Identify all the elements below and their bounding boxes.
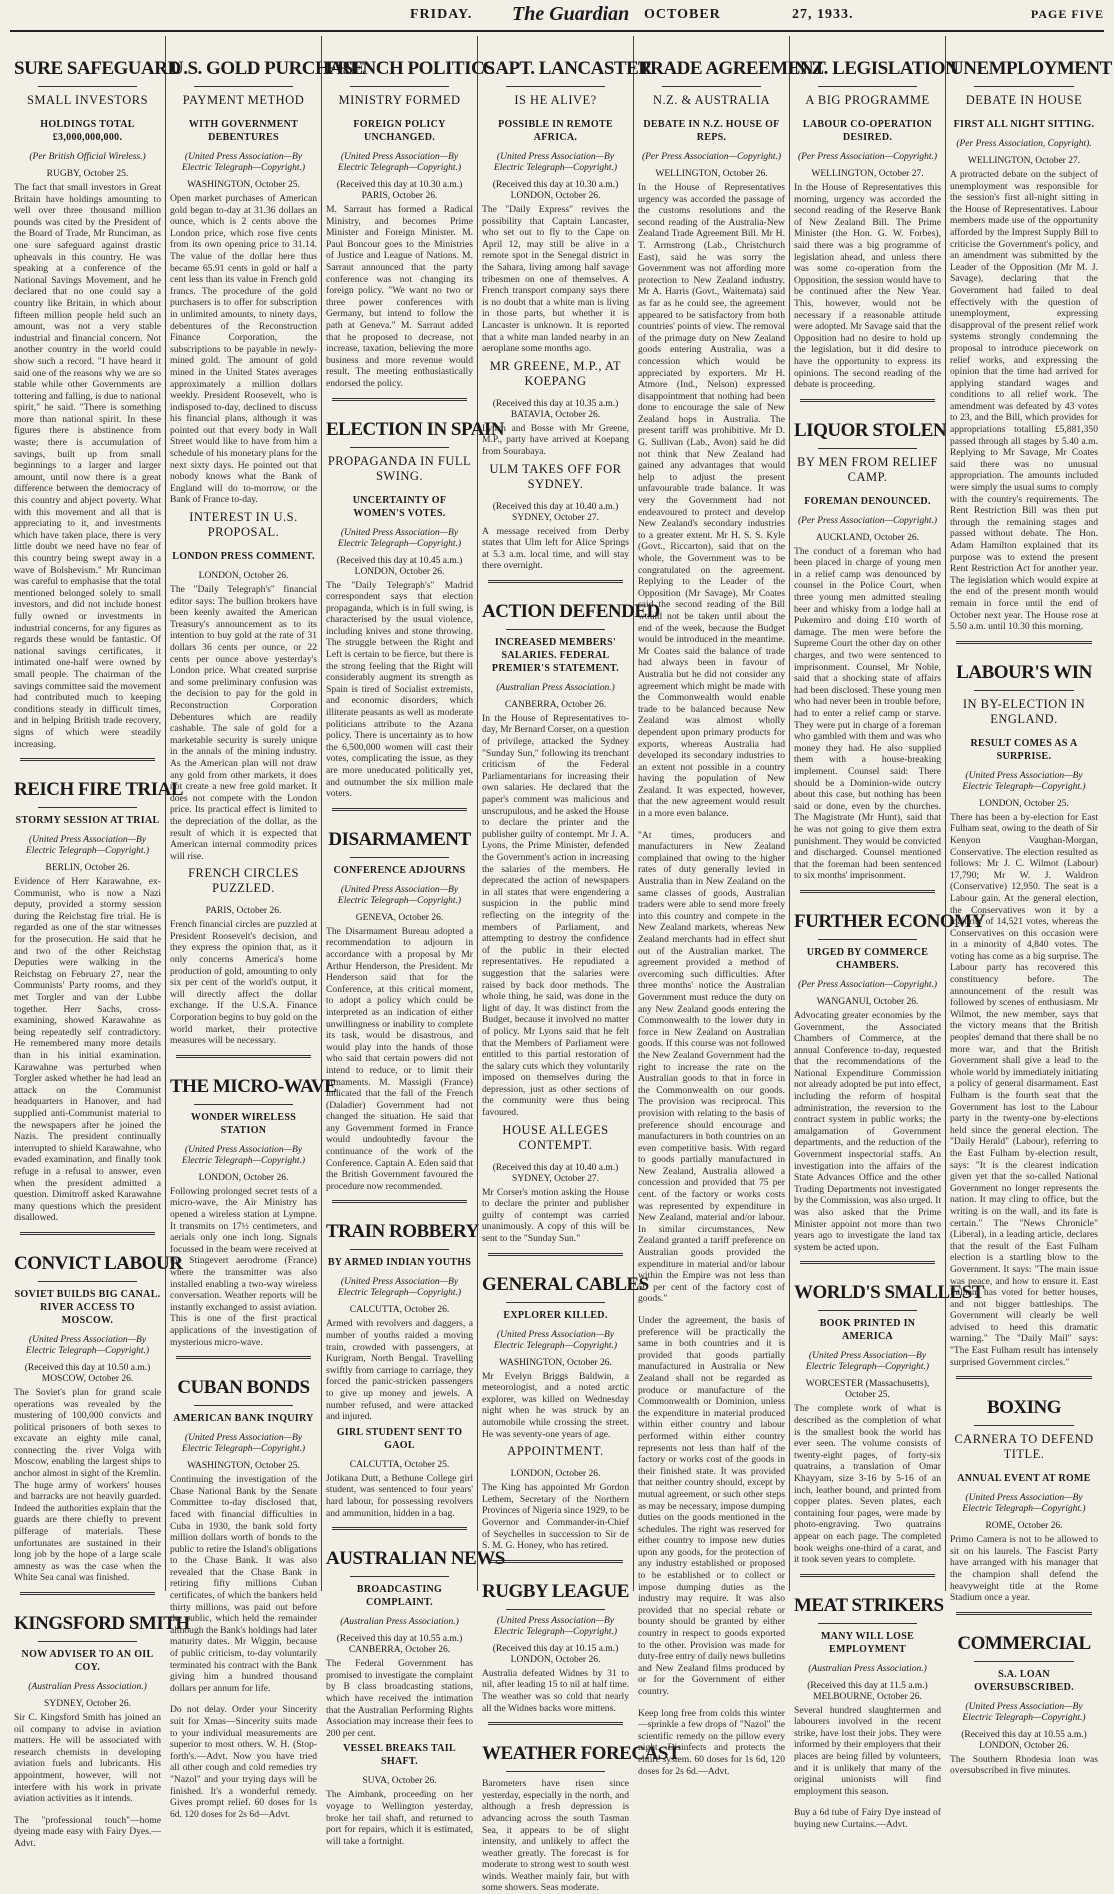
story-headline: TRADE AGREEMENT <box>638 58 826 79</box>
story-credit: (United Press Association—By Electric Telegraph—Copyright.) <box>25 835 150 857</box>
story-headline: LABOUR'S WIN <box>956 661 1092 683</box>
story-body: Under the agreement, the basis of preference will be practically the same in both countries and it is provided that goods partially manufactured in Australia or New Zealand shall not be regarded as produce or manufacture of the Commonwealth or Dominion, unless the expenditure in material produced within either country and labour performed within either country represents not less than half of the factory or works cost of the goods in their finished state. It was provided that neither country should, except by mutual agreement, or such other steps as may be necessary, impose dumping duties on the goods mentioned in the schedules. The right was reserved for either country to impose new duties upon any goods, for the protection of any industry established or proposed to be established or to collect or impose dumping duties as the industry may require. It was also provided that no special rebate or bounty should be granted by either country in respect to goods exported to the other. Provision was made for duty-free entry of daily news bulletins and New Zealand films produced by or for the Government of either country. <box>638 1315 785 1697</box>
story-credit: (Australian Press Association.) <box>496 682 615 693</box>
story-deck: FOREIGN POLICY UNCHANGED. <box>353 119 446 143</box>
story-deck: S.A. LOAN OVERSUBSCRIBED. <box>974 1668 1074 1693</box>
story-body: French financial circles are puzzled at President Roosevelt's decision, and they express the opinion that, as it only concerns America's home production of gold, amounting to only six per cent of the world's output, it will directly affect the dollar exchange. If the U.S.A. Finance Corporation begins to buy gold on the world market, their protective measures will be necessary. <box>170 919 317 1047</box>
story-dateline: (Received this day at 11.5 a.m.) MELBOURNE, October 26. <box>807 1680 928 1702</box>
news-story <box>794 890 985 1253</box>
news-column-7 <box>946 36 1112 1777</box>
story-body: Several hundred slaughtermen and labourers involved in the recent strike, have lost their jobs. They were informed by their employers that their places are being filled by volunteers, and it is unlikely that many of the original unionists will find employment this season. <box>794 1704 941 1797</box>
story-credit: (United Press Association—By Electric Telegraph—Copyright.) <box>181 1433 306 1455</box>
story-subheadline: A BIG PROGRAMME <box>805 93 930 107</box>
story-credit: (Per Press Association—Copyright.) <box>797 515 938 526</box>
story-subheadline: N.Z. & AUSTRALIA <box>652 93 771 107</box>
story-body: The "professional touch"—home dyeing made easy with Fairy Dyes.—Advt. <box>14 1814 161 1849</box>
story-subheadline: MR GREENE, M.P., AT KOEPANG <box>489 358 622 388</box>
story-body: The Soviet's plan for grand scale operations was revealed by the mustering of 100,000 convicts and political prisoners of both sexes to excavate an eighty mile canal, connecting the river Volga with Moscow, enabling the largest ships to anchor almost in sight of the Kremlin. The huge army of workers' houses and barracks are not heavily guarded. Indeed the authorities explain that the guards are there chiefly to prevent pilferage of materials. These unfortunates are sustained in their long job by the hope of a large scale amnesty as was the case when the White Sea canal was finished. <box>14 1386 161 1584</box>
story-dateline: (Received this day at 10.55 a.m.) LONDON, October 26. <box>961 1729 1087 1751</box>
story-dateline: CALCUTTA, October 25. <box>349 1459 450 1470</box>
headline-rule <box>974 690 1074 691</box>
news-story <box>14 1815 161 1850</box>
story-body: The Disarmament Bureau adopted a recommendation to adjourn in accordance with a proposal by Mr Arthur Henderson, the President. Mr Henderson said that for the Conference, at this critical moment, to adopt a policy which could be interpreted as an indication of either unwillingness or inability to complete its task, would be disastrous, and would play into the hands of those who said that certain powers did not intend to reduce, or to limit their armaments. M. Massigli (France) indicated that the fall of the French (Daladier) Government had not changed the situation. He said that any Government formed in France would undoubtedly favour the continuance of the work of the Conference. Captain A. Eden said that the British Government favoured the procedure now recommended. <box>326 925 473 1192</box>
story-dateline: LONDON, October 26. <box>198 571 289 582</box>
story-divider <box>800 1574 935 1577</box>
story-subheadline: APPOINTMENT. <box>507 1444 604 1459</box>
story-subheadline: HOUSE ALLEGES CONTEMPT. <box>502 1122 609 1152</box>
story-dateline: WASHINGTON, October 25. <box>187 1461 300 1472</box>
story-headline: CUBAN BONDS <box>177 1377 310 1399</box>
story-headline: UNEMPLOYMENT <box>950 58 1112 79</box>
story-divider <box>956 1376 1092 1379</box>
story-deck: URGED BY COMMERCE CHAMBERS. <box>806 946 929 971</box>
news-story <box>794 1261 984 1566</box>
headline-rule <box>506 1302 605 1303</box>
news-story <box>14 1232 183 1584</box>
story-deck: CONFERENCE ADJOURNS <box>333 864 466 876</box>
news-story <box>170 58 365 506</box>
headline-rule <box>974 1661 1074 1662</box>
story-headline: KINGSFORD SMITH <box>14 1613 190 1634</box>
news-column-2 <box>166 36 365 1820</box>
story-headline: FRENCH POLITICS <box>326 58 495 79</box>
news-story <box>170 1055 337 1348</box>
story-divider <box>488 1253 623 1256</box>
news-story <box>14 1592 190 1805</box>
story-dateline: AUCKLAND, October 26. <box>816 532 919 543</box>
story-divider <box>800 1261 935 1264</box>
news-column-1 <box>10 36 190 1849</box>
story-body: The "Daily Telegraph's" Madrid correspondent says that election propaganda, which is in full swing, is characterised by the usual violence, including knives and stone throwing. The struggle between the Right and Left is certain to be fierce, but there is the strong feeling that the Right will considerably augment its strength as Spain is tired of Socialist extremists, and economic disorders, which illiterate peasants as well as moderate politicians attribute to the Azana policy. There is uncertainty as to how the 6,500,000 women will cast their votes, complicating the issue, as they are more uneducated politically yet, and outnumber the six million male voters. <box>326 579 473 800</box>
story-credit: (Per British Official Wireless.) <box>29 152 146 162</box>
story-divider <box>176 1055 311 1058</box>
story-deck: BROADCASTING COMPLAINT. <box>356 1584 443 1609</box>
news-story <box>638 1315 785 1698</box>
news-story <box>170 866 317 1047</box>
story-credit: (United Press Association—By Electric Telegraph—Copyright.) <box>337 152 462 173</box>
news-story <box>482 359 629 458</box>
story-headline: RUGBY LEAGUE <box>482 1580 629 1602</box>
news-story <box>14 758 184 1224</box>
story-dateline: WASHINGTON, October 25. <box>187 180 300 190</box>
story-headline: GENERAL CABLES <box>482 1273 649 1295</box>
story-credit: (United Press Association—By Electric Telegraph—Copyright.) <box>181 1144 306 1166</box>
story-divider <box>332 808 467 811</box>
story-credit: (United Press Association—By Electric Telegraph—Copyright.) <box>962 1701 1086 1723</box>
news-story <box>950 641 1098 1369</box>
story-credit: (United Press Association—By Electric Telegraph—Copyright.) <box>493 152 618 173</box>
story-body: Continuing the investigation of the Chase National Bank by the Senate Committee to-day disclosed that, faced with financial difficulties in Cuba in 1930, the bank sold forty million dollars worth of bonds to the public to retire the Island's obligations to the Chase Bank. It was also revealed that the Chase Bank in retiring fifty millions Cuban certificates, of which the bankers held thirty millions, was paid out before the public, which held the remainder although the Bank's holdings had later maturity dates. Mr Wiggin, because of public criticism, to-day voluntarily terminated his contract with the Bank giving him a hundred thousand dollars per annum for life. <box>170 1474 317 1694</box>
story-body: Jotikana Dutt, a Bethune College girl student, was sentenced to four years' hard labour, for possessing revolvers and ammunition, hidden in a bag. <box>326 1472 473 1519</box>
story-body: The "Daily Telegraph's" financial editor says: The bullion brokers have been keenly awaited the American Treasury's announcement as to its intention to buy gold at the rate of 31 dollars 36 cents per ounce, or 22 cents per ounce above yesterday's London price. What created surprise and some preliminary confusion was the decision to pay for the gold in Reconstruction Corporation Debentures which are readily cashable. The sale of gold for a marketable security is surely unique in the annals of the mining industry. As the American plan will not draw any gold from other markets, it does not create a new free gold market. It does not compete with the London price. Its practical effect is limited to the depreciation of the dollar, as the result of which it is expected that American internal commodity prices will rise. <box>170 584 317 862</box>
story-credit: (Australian Press Association.) <box>340 1617 459 1628</box>
story-credit: (United Press Association—By Electric Telegraph—Copyright.) <box>493 1615 618 1637</box>
headline-rule <box>506 1771 605 1772</box>
story-headline: ELECTION IN SPAIN <box>326 418 505 440</box>
news-story <box>482 1722 681 1894</box>
masthead-month: OCTOBER <box>644 7 721 22</box>
story-headline: REICH FIRE TRIAL <box>14 779 184 801</box>
story-subheadline: DEBATE IN HOUSE <box>965 93 1083 107</box>
headline-rule <box>506 86 605 87</box>
story-divider <box>20 1232 155 1235</box>
story-body: The complete work of what is described as the completion of what is the smallest book the world has ever seen. The volume consists of twenty-eight pages, of forty-six quatrains, a translation of Omar Khayyam, size 3-16 by 5-16 of an inch, leather bound, and printed from copper plates. Seven plates, each containing four pages, were made by photo-engraving. Two quatrains appear on each page. The completed book weighs one-third of a carat, and it took seven years to complete. <box>794 1403 941 1566</box>
story-deck: BOOK PRINTED IN AMERICA <box>819 1318 916 1343</box>
story-deck: AMERICAN BANK INQUIRY <box>173 1413 314 1425</box>
story-body: Open market purchases of American gold began to-day at 31.36 dollars an ounce, which is 2 cents above the London price, which rose five cents from its own opening price to 31.14. The value of the dollar here thus became 65.91 cents in gold or half a cent less than its value in French gold francs. The procedure of the gold purchasers is to offer for subscription in unlimited amounts, to ninety days, debentures of the Reconstruction Finance Corporation, the subscriptions to be payable in newly-mined gold. The amount of gold mined in the United States averages approximately a million dollars weekly. President Roosevelt, who is indisposed to-day, declined to discuss his financial plans, although it was pointed out that every body in Wall Street would like to have from him a schedule of his monetary plans for the next sixty days. He pointed out that nobody knows what the Bank of England will do to-morrow, or the Bank of France to-day. <box>170 193 317 506</box>
headline-rule <box>662 86 761 87</box>
story-body: Advocating greater economies by the Government, the Associated Chambers of Commerce, at the annual Conference to-day, requested that the recommendations of the National Expenditure Commission not already adopted be put into effect, including the reform of hospital administration, the reversion to the contract system in public works; the amalgamation of Government departments, and the reduction of the Government inspectorial staffs. An investigation into the affairs of the State Advances Office and the other Trading Departments not investigated by the Commission, was also urged. It was also asked that the Prime Minister appoint not more than two years ago to investigate the land tax system be acted upon. <box>794 1009 941 1253</box>
story-deck: POSSIBLE IN REMOTE AFRICA. <box>498 119 613 143</box>
headline-rule <box>38 86 137 87</box>
story-body: There has been a by-election for East Fulham seat, owing to the death of Sir Kenyon Vaughan-Morgan, Conservative. The election resulted as follows: Mr J. C. Wilmot (Labour) 17,790; Mr W. J. Waldron (Conservative) 12,950. The seat is a Labour gain. At the general election, the Conservatives won it by a majority of 14,521 votes, whereas the Conservatives on this occasion were in a minority of 4,840 votes. The voting has come as a big surprise. The Labour party has recovered this constituency before. The announcement of the result was followed by scenes of enthusiasm. Mr Wilmot, the new member, says that the victory means that the British peoples' demand that there shall be no more war, and that the British Government shall give a lead to the whole world by immediately initiating a policy of general disarmament. East Fulham is the fourth seat that the Government has lost to the Labour party in the twenty-one by-elections held since the general election. The "Daily Herald" (Labour), referring to the East Fulham by-election result, says: "It is the clearest indication given yet that the so-called National Government no longer represents the nation. It may cling to office, but the writing is on the wall, and its fate is certain." The "News Chronicle" (Liberal), in a leading article, declares that the result of the East Fulham election is a startling blow to the Government. It says: "The main issue was peace, and how to ensure it. East Fulham has voted for better houses, and not bigger battleships. The Government will clearly be well advised to heed this dramatic warning." The "Daily Mail" says: "The East Fulham result has intensely surprised Government circles." <box>950 811 1098 1368</box>
headline-rule <box>350 1249 449 1250</box>
headline-rule <box>506 1609 605 1610</box>
story-body: Sir C. Kingsford Smith has joined an oil company to advise in aviation matters. He will be associated with research chemists in developing aviation fuels and lubricants. His appointment, however, will not interfere with his work in private aviation activities as it intends. <box>14 1712 161 1805</box>
headline-rule <box>818 448 917 449</box>
story-body: The Southern Rhodesia loan was oversubscribed in five minutes. <box>950 1753 1098 1777</box>
story-credit: (United Press Association—By Electric Telegraph—Copyright.) <box>962 770 1086 792</box>
news-story <box>482 1253 649 1441</box>
story-subheadline: FRENCH CIRCLES PUZZLED. <box>188 866 299 896</box>
story-credit: (United Press Association—By Electric Telegraph—Copyright.) <box>805 1351 930 1373</box>
story-dateline: SYDNEY, October 26. <box>44 1699 131 1709</box>
story-headline: U.S. GOLD PURCHASE <box>170 58 365 79</box>
masthead-date: 27, 1933. <box>792 7 854 22</box>
story-dateline: WELLINGTON, October 27. <box>967 156 1081 166</box>
story-body: Barometers have risen since yesterday, especially in the north, and although a fresh depression is advancing across the south Tasman Sea, it appears to be of slight intensity, and unlikely to affect the weather greatly. The forecast is for moderate to strong west to south west winds. Weather mainly fair, but with some showers. Seas moderate. <box>482 1778 629 1894</box>
story-divider <box>956 1612 1092 1615</box>
story-credit: (Per Press Association—Copyright.) <box>641 152 782 162</box>
story-divider <box>20 1592 155 1595</box>
story-body: The fact that small investors in Great Britain have holdings amounting to well over three thousand million pounds was cited by the President of the Board of Trade, Mr Runciman, as one sure safeguard against drastic upheavals in this country. He was speaking at a conference of the National Savings Movement, and he declared that no one could say a country like Britain, in which about fifteen million people held such an amount, was not a very stable industrial and financial concern. Not another country in the world could show such a record. "I have heard it said one of the reasons why we are so stable while other Governments are tottering and falling, is due to national spirit," he said. "There is something more than national spirit. In these figures there is abstinence from waste; there is accumulation of savings, built up from small beginnings to a larger and larger amount, until now there is a great difference between the democracy of this country and abject poverty. What with this movement and all that is appreciating to it, and investments which have taken place, there is very little doubt we need have no fear of this country being swept away in a wave of Bolshevism." Mr Runciman was careful to emphasise that the total mentioned belonged solely to small investors, and did not include honest fully owned or investments in industrial concerns, for any figures as regards these would be fantastic. Of national savings certificates, it intimated one-half were owned by small people. The chairman of the savings committee said the movement had contributed much to keeping conditions steady in difficult times, and in helping British trade recovery, signs of which were steadily increasing. <box>14 182 161 750</box>
news-story <box>638 1708 785 1778</box>
story-headline: BOXING <box>986 1397 1062 1419</box>
story-credit: (Per Press Association—Copyright.) <box>797 152 938 162</box>
story-dateline: BERLIN, October 26. <box>45 863 130 874</box>
story-headline: COMMERCIAL <box>957 1632 1091 1654</box>
story-credit: (Australian Press Association.) <box>808 1663 927 1674</box>
headline-rule <box>194 1104 293 1105</box>
story-deck: EXPLORER KILLED. <box>503 1309 608 1321</box>
headline-rule <box>350 1576 449 1577</box>
story-headline: WORLD'S SMALLEST <box>794 1282 984 1304</box>
story-credit: (United Press Association—By Electric Telegraph—Copyright.) <box>493 1329 618 1351</box>
news-story <box>794 399 947 882</box>
story-body: Armed with revolvers and daggers, a number of youths raided a moving train, crowded with passengers, at Kurigram, North Bengal. Travelling swiftly from carriage to carriage, they forced the panic-stricken passengers to give up money and jewels. A number refused, and were attacked and injured. <box>326 1318 473 1423</box>
story-deck: WONDER WIRELESS STATION <box>190 1111 297 1136</box>
story-deck: FOREMAN DENOUNCED. <box>804 495 931 507</box>
masthead-day: FRIDAY. <box>410 7 473 22</box>
story-credit: (United Press Association—By Electric Telegraph—Copyright.) <box>337 884 462 906</box>
headline-rule <box>818 1623 917 1624</box>
story-deck: DEBATE IN N.Z. HOUSE OF REPS. <box>643 119 780 143</box>
news-story <box>170 1356 317 1694</box>
headline-rule <box>194 1405 293 1406</box>
story-dateline: (Received this day at 10.50 a.m.) MOSCOW, October 26. <box>24 1362 151 1384</box>
news-story <box>170 510 317 862</box>
news-story <box>482 1123 629 1245</box>
story-deck: NOW ADVISER TO AN OIL COY. <box>21 1649 154 1673</box>
story-credit: (United Press Association—By Electric Telegraph—Copyright.) <box>962 1493 1086 1515</box>
story-headline: FURTHER ECONOMY <box>794 910 985 932</box>
headline-rule <box>506 629 605 630</box>
story-divider <box>956 641 1092 644</box>
story-body: A message received from Derby states that Ulm left for Alice Springs at 5.3 a.m. local time, and will stay there overnight. <box>482 525 629 572</box>
story-body: The Federal Government has promised to investigate the complaint by B class broadcasting stations, which have received the intimation that the Australian Performing Rights Association may increase their fees to 200 per cent. <box>326 1658 473 1739</box>
headline-rule <box>974 86 1074 87</box>
news-column-5 <box>634 36 826 1777</box>
masthead-title: The Guardian <box>512 3 630 25</box>
story-deck: WITH GOVERNMENT DEBENTURES <box>188 119 299 143</box>
story-deck: INCREASED MEMBERS' SALARIES. FEDERAL PREMIER'S STATEMENT. <box>491 636 620 674</box>
story-body: Primo Camera is not to be allowed to sit on his laurels. The Fascist Party have arranged with his manager that the champion shall defend the heavyweight title at the Rome Stadium once a year. <box>950 1534 1098 1604</box>
news-column-3 <box>322 36 505 1847</box>
story-body: "At times, producers and manufacturers in New Zealand complained that owing to the higher rates of duty generally levied in Australia than in New Zealand on the same classes of goods, Australian traders were able to send more freely into this country and compete in the New Zealand markets, whereas New Zealand merchants had in effect shut out of the Australian market. The agreement provided a method of overcoming such difficulties. After three months' notice the Australian Government must reduce the duty on any New Zealand goods entering the Commonwealth to the lower duty in force in New Zealand on Australian goods. If this course was not followed the New Zealand Government had the right to increase the rate on the Australian goods to that in force in the Commonwealth on our goods. The provision was reciprocal. This provision with relating to the basis of preference should encourage and manufacturers in both countries on an even competitive basis. With regard to goods partially manufactured in New Zealand, Australia allowed a concession and provided that 75 per cent. of the factory or works costs was represented by expenditure in New Zealand, material and/or labour. In similar circumstances, New Zealand granted a tariff preference on Australian goods provided the expenditure in material and/or labour within the Empire was not less than 50 per cent of the factory cost of goods." <box>638 829 785 1305</box>
story-deck: LABOUR CO-OPERATION DESIRED. <box>802 119 933 143</box>
story-headline: CONVICT LABOUR <box>14 1252 183 1274</box>
news-story <box>638 58 826 820</box>
story-deck: UNCERTAINTY OF WOMEN'S VOTES. <box>352 494 447 519</box>
news-story <box>482 580 660 1119</box>
story-body: The Aimbank, proceeding on her voyage to Wellington yesterday, broke her tail shaft, and returned to port for repairs, which it is estimated, will take a fortnight. <box>326 1789 473 1847</box>
headline-rule <box>350 447 449 448</box>
story-dateline: CANBERRA, October 26. <box>504 699 607 710</box>
headline-rule <box>818 86 917 87</box>
headline-rule <box>974 1425 1074 1426</box>
news-story <box>14 58 181 750</box>
story-dateline: WELLINGTON, October 26. <box>655 169 768 179</box>
story-body: Following prolonged secret tests of a micro-wave, the Air Ministry has opened a wireless station at Lympne. It transmits on 17½ centimeters, and aerials only one inch long. Signals focussed in the beam were received at the Stingevert aerodrome (France) where the transmitter was also installed enabling a two-way wireless conversation. Weather reports will be instantly exchanged to assist aviation. This is one of the first practical applications of the investigation of mysterious micro-wave. <box>170 1185 317 1348</box>
story-subheadline: IS HE ALIVE? <box>514 93 597 107</box>
story-headline: N.Z. LEGISLATION <box>794 58 959 79</box>
story-headline: CAPT. LANCASTER <box>482 58 652 79</box>
news-story <box>326 1742 473 1847</box>
story-subheadline: PAYMENT METHOD <box>182 93 305 107</box>
headline-rule <box>818 1310 917 1311</box>
story-credit: (Australian Press Association.) <box>28 1682 147 1692</box>
story-divider <box>488 580 623 583</box>
story-dateline: PARIS, October 26. <box>205 906 282 917</box>
headline-rule <box>38 1641 137 1642</box>
story-headline: TRAIN ROBBERY <box>326 1221 479 1243</box>
story-deck: RESULT COMES AS A SURPRISE. <box>970 737 1078 762</box>
story-deck: BY ARMED INDIAN YOUTHS <box>327 1257 472 1269</box>
story-dateline: WELLINGTON, October 27. <box>811 169 924 179</box>
story-deck: VESSEL BREAKS TAIL SHAFT. <box>343 1743 456 1768</box>
story-body: In the House of Representatives urgency was accorded the passage of the customs resolutions and the second reading of the Australia-New Zealand Trade Agreement Bill. Mr H. T. Armstrong (Lab., Christchurch East), said he was sorry the Government was not affording more protection to New Zealand industry. Mr A. Harris (Govt., Waitemata) said as far as he could see, the agreement appeared to be satisfactory from both countries' points of view. The removal of the primage duty on New Zealand goods entering Australia, was a concession which would be appreciated by exporters. Mr H. Atmore (Ind., Nelson) expressed disappointment that nothing had been done to encourage the sale of New Zealand hops in Australia. The present tariff was prohibitive. Mr D. G. Sullivan (Lab., Avon) said he did not think that New Zealand had gained any advantages that would help to adjust the present unfavourable trade balance. It was very the Government had not endeavoured to protect and develop New Zealand's secondary industries to a greater extent. Mr H. S. S. Kyle (Govt., Riccarton), said that on the whole, the Government was to be congratulated on the agreement. Replying to the Leader of the Opposition (Mr Savage), Mr Coates said the second reading of the Bill would not be taken until about the end of the week, because the Budget would be introduced in the meantime. Mr Coates said the balance of trade had always been in favour of Australia but he did not consider any agreement which might be made with the Commonwealth would enable trade to be balanced because New Zealand was almost wholly dependent upon primary products for exports, whereas Australia had developed its secondary industries to an extent not possible in a country having the population of New Zealand. It was expected, however, that the new agreement would result in a more even balance. <box>638 182 785 820</box>
story-deck: FIRST ALL NIGHT SITTING. <box>953 119 1095 130</box>
news-story <box>326 1426 473 1519</box>
story-credit: (Per Press Association, Copyright). <box>956 139 1092 149</box>
story-body: Australia defeated Widnes by 31 to nil, after leading 15 to nil at half time. The weather was so cold that nearly all the Widnes backs wore mittens. <box>482 1667 629 1714</box>
story-dateline: SUVA, October 26. <box>362 1776 437 1787</box>
story-body: Mr Evelyn Briggs Baldwin, a meteorologist, and a noted arctic explorer, was killed on Wednesday night when he was struck by an automobile while crossing the street. He was seventy-one years of age. <box>482 1370 629 1440</box>
story-dateline: (Received this day at 10.15 a.m.) LONDON, October 26. <box>492 1643 619 1665</box>
news-column-4 <box>478 36 681 1894</box>
story-body: Do not delay. Order your Sincerity suit for Xmas—Sincerity suits made to your individual measurements are superior to most others. W. H. (Stop-forth's.—Advt. Now you have tried all other cough and cold remedies try "Nazol" and your trying days will be finished. It's a wonderful remedy. Gives prompt relief. 60 doses for 1s 6d. 120 doses for 2s 6d—Advt. <box>170 1704 317 1820</box>
story-headline: MEAT STRIKERS <box>794 1594 944 1616</box>
story-headline: THE MICRO-WAVE <box>170 1075 337 1097</box>
story-body: In the House of Representatives this morning, urgency was accorded the second reading of the Reserve Bank of New Zealand Bill. The Prime Minister (the Hon. G. W. Forbes), said there was a big programme of legislation ahead, and unless there was some co-operation from the Opposition, the session would have to be continued after the New Year. This, however, would not be necessary if a reasonable attitude were adopted. Mr Savage said that the Opposition had no desire to hold up the legislation, but it did desire to have the opportunity to express its opinions. The second reading of the debate is proceeding. <box>794 182 941 391</box>
story-subheadline: BY MEN FROM RELIEF CAMP. <box>797 454 938 484</box>
headline-rule <box>38 1281 137 1282</box>
news-story <box>326 1527 505 1739</box>
story-credit: (Per Press Association—Copyright.) <box>797 979 938 990</box>
story-dateline: WASHINGTON, October 26. <box>499 1357 612 1368</box>
story-body: The "Daily Express" revives the possibility that Captain Lancaster, who set out to fly to the Cape on April 12, may still be alive in a remote spot in the Senegal district in the Sahara, living among half savage tribesmen on one of themselves. A French transport company says there is no doubt that a white man is living in those parts, but whether it is Lancaster is unknown. It is reported that a white man landed nearby in an aeroplane some months ago. <box>482 204 629 355</box>
story-divider <box>488 1722 623 1725</box>
news-story <box>950 58 1112 633</box>
news-story <box>482 1560 629 1714</box>
story-credit: (United Press Association—By Electric Telegraph—Copyright.) <box>337 1277 462 1299</box>
news-story <box>326 808 473 1193</box>
story-divider <box>332 1200 467 1203</box>
news-story <box>482 58 652 355</box>
headline-rule <box>194 86 293 87</box>
story-deck: SOVIET BUILDS BIG CANAL. RIVER ACCESS TO MOSCOW. <box>14 1288 161 1326</box>
story-deck: HOLDINGS TOTAL £3,000,000,000. <box>40 119 135 143</box>
headline-rule <box>38 807 137 808</box>
headline-rule <box>350 86 449 87</box>
story-headline: ACTION DEFENDED <box>482 600 660 622</box>
story-subheadline: SMALL INVESTORS <box>26 93 149 107</box>
story-subheadline: MINISTRY FORMED <box>338 93 461 107</box>
news-story <box>170 1704 317 1820</box>
story-body: Evidence of Herr Karawahne, ex-Communist, who is now a Nazi deputy, provided a stormy session during the Reichstag fire trial. He is regarded as one of the star witnesses for the prosecution. He said that he and two of the other Reichstag Deputies were walking in the Reichstag on February 27, near the Communists' Party rooms, and they met Torgler and van der Lubbe together. Herr Sachs, cross-examining, showed Karawahne as being repeatedly self contradictory. He remembered many more details than in his initial examination. Karawahne was perturbed when Torgler asked whether he had lead an attack on the Communist headquarters in Hanover, and had supplied anti-Communist material to the newspapers after he joined the Nazis. The president continually interrupted to shield Karawahne, who evaded examination, and finally took refuge in a refusal to answer, even when the president admitted a question. Dimitroff asked Karawahne many questions which the president disallowed. <box>14 876 161 1224</box>
news-story <box>950 1376 1098 1604</box>
story-divider <box>800 890 935 893</box>
story-divider <box>332 1527 467 1530</box>
story-dateline: GENEVA, October 26. <box>355 912 444 923</box>
story-body: Lynch and Bosse with Mr Greene, M.P., party have arrived at Koepang from Sourabaya. <box>482 422 629 457</box>
story-subheadline: ULM TAKES OFF FOR SYDNEY. <box>489 461 622 491</box>
story-body: Mr Corser's motion asking the House to declare the printer and publisher guilty of contempt was carried unanimously. A copy of this will be sent to the "Sunday Sun." <box>482 1186 629 1245</box>
story-dateline: WORCESTER (Massachusetts), October 25. <box>805 1379 930 1401</box>
story-dateline: LONDON, October 26. <box>198 1172 289 1183</box>
story-dateline: (Received this day at 10.45 a.m.) LONDON, October 26. <box>336 555 463 577</box>
story-dateline: RUGBY, October 25. <box>46 169 129 179</box>
headline-rule <box>350 857 449 858</box>
story-dateline: (Received this day at 10.30 a.m.) LONDON, October 26. <box>492 180 619 201</box>
story-deck: MANY WILL LOSE EMPLOYMENT <box>820 1630 915 1655</box>
news-story <box>794 58 959 391</box>
story-deck: LONDON PRESS COMMENT. <box>172 551 315 563</box>
story-body: The King has appointed Mr Gordon Lethem, Secretary of the Northern Provinces of Nigeria since 1929, to be Governor and Commander-in-Chief of Seychelles in succession to Sir de S. M. G. Honey, who has retired. <box>482 1482 629 1552</box>
story-subheadline: INTEREST IN U.S. PROPOSAL. <box>189 510 298 540</box>
news-story <box>326 1200 479 1423</box>
news-story <box>638 830 785 1305</box>
story-headline: WEATHER FORECAST <box>482 1743 681 1765</box>
news-story <box>950 1612 1098 1777</box>
story-dateline: (Received this day at 10.55 a.m.) CANBERRA, October 26. <box>336 1634 463 1656</box>
story-divider <box>800 399 935 402</box>
news-story <box>326 398 505 800</box>
story-headline: LIQUOR STOLEN <box>794 419 947 441</box>
story-deck: ANNUAL EVENT AT ROME <box>957 1473 1091 1485</box>
news-story <box>794 1574 944 1798</box>
news-story <box>794 1807 941 1830</box>
news-story <box>482 462 629 572</box>
story-dateline: (Received this day at 10.40 a.m.) SYDNEY, October 27. <box>492 1162 619 1184</box>
news-story <box>482 1444 629 1552</box>
story-dateline: (Received this day at 10.40 a.m.) SYDNEY, October 27. <box>492 501 619 523</box>
story-credit: (United Press Association—By Electric Telegraph—Copyright.) <box>25 1334 150 1356</box>
story-dateline: LONDON, October 25. <box>979 798 1069 809</box>
story-dateline: LONDON, October 26. <box>510 1469 601 1480</box>
masthead <box>10 2 1104 32</box>
story-divider <box>332 398 467 401</box>
story-dateline: (Received this day at 10.30 a.m.) PARIS, October 26. <box>336 180 463 201</box>
news-columns <box>10 36 1112 1894</box>
news-column-6 <box>790 36 985 1831</box>
headline-rule <box>818 939 917 940</box>
story-dateline: (Received this day at 10.35 a.m.) BATAVIA, October 26. <box>492 398 619 420</box>
story-headline: SURE SAFEGUARD <box>14 58 181 79</box>
story-credit: (United Press Association—By Electric Telegraph—Copyright.) <box>181 152 306 173</box>
story-deck: GIRL STUDENT SENT TO GAOL <box>336 1426 463 1451</box>
story-headline: DISARMAMENT <box>328 828 471 850</box>
story-subheadline: PROPAGANDA IN FULL SWING. <box>327 453 472 483</box>
story-dateline: WANGANUI, October 26. <box>816 996 919 1007</box>
story-body: The conduct of a foreman who had been placed in charge of young men in a relief camp was denounced by counsel in the Police Court, when three young men admitted stealing beer and whisky from a lodge hall at Pukemiro and doing £10 worth of damage. The men were before the Supreme Court the other day on other charges, and two were sentenced to imprisonment. Counsel, Mr Noble, said that a shocking state of affairs had been disclosed. These young men who had never been in trouble before, had to enter a relief camp or starve. They were put in charge of a foreman who gambled with them and was who money they had. He also supplied them with a house-breaking implement. Counsel said: There should be a Dominion-wide outcry about this case, but nothing has been said or done, even by the churches. The Magistrate (Mr Hunt), said that he was not going to give them extra punishment. They would be convicted and discharged. Counsel mentioned that the foreman had been sentenced to six months' imprisonment. <box>794 545 941 882</box>
story-body: Keep long free from colds this winter—sprinkle a few drops of "Nazol" the scientific remedy on the pillow every night. Disinfects and protects the entire system. 60 doses for 1s 6d, 120 doses for 2s 6d.—Advt. <box>638 1707 785 1777</box>
story-subheadline: CARNERA TO DEFEND TITLE. <box>954 1432 1094 1462</box>
story-credit: (United Press Association—By Electric Telegraph—Copyright.) <box>337 527 462 549</box>
masthead-page-number: PAGE FIVE <box>1030 7 1104 21</box>
story-dateline: CALCUTTA, October 26. <box>349 1305 450 1316</box>
story-headline: AUSTRALIAN NEWS <box>326 1548 505 1570</box>
story-divider <box>20 758 155 761</box>
news-story <box>326 58 495 390</box>
story-body: A protracted debate on the subject of unemployment was responsible for the session's first all-night sitting in the House of Representatives. Labour members made use of the opportunity afforded by the Imprest Supply Bill to criticise the Government's policy, and an amendment was submitted by the Leader of the Opposition (Mr M. J. Savage), declaring that the Government had failed to deal effectively with the question of unemployment, expressing disapproval of the present relief work systems strongly condemning the proposal to introduce piecework on relief works, and expressing the opinion that the time had arrived for applying standard wages and conditions to all relief work. The amendment was defeated by 43 votes to 23, and the Bill, which provides for appropriations totalling £5,881,350 passed through all stages by 5.40 a.m. Replying to Mr Savage, Mr Coates said there was no unusual appropriation. The amounts included were simply the usual sums to comply with the country's requirements. The Rent Restriction Bill was then put through the remaining stages and passed without debate. The Hon. Adam Hamilton explained that its purpose was to extend the present Rent Restriction Act for another year. The legislation which would expire at the end of the present month would remain in force until the end of October next year. The House rose at 5.50 a.m. until 10.30 this morning. <box>950 169 1098 633</box>
story-dateline: ROME, October 26. <box>985 1521 1063 1532</box>
story-body: In the House of Representatives to-day, Mr Bernard Corser, on a question of privilege, attacked the Sydney "Sunday Sun," following its trenchant criticism of the Federal Parliamentarians for increasing their own salaries. He declared that the paper's comment was malicious and unscrupulous, and he asked the House to declare the printer and the publisher guilty of contempt. Mr J. A. Lyons, the Prime Minister, defended the Government's action in increasing the salaries of the members. He deprecated the action of newspapers in all states that were engendering a suspicion in the public mind reflecting on the integrity of the members of Parliament, and attempting to destroy the confidence of the public in their elected representatives. He repudiated a suggestion that the salaries were raised by back door methods. The whole thing, he said, was done in the light of day. It was distinct from the Budget, because it involved no matter of policy. Mr Lyons said that he felt that the Members of Parliament were entitled to this partial restoration of the salary cuts which they voluntarily imposed on themselves during the depression, just as other sections of the community were thus being favoured. <box>482 712 629 1119</box>
story-body: Buy a 6d tube of Fairy Dye instead of buying new Curtains.—Advt. <box>794 1807 941 1831</box>
story-deck: STORMY SESSION AT TRIAL <box>15 815 160 827</box>
story-subheadline: IN BY-ELECTION IN ENGLAND. <box>962 696 1086 726</box>
story-divider <box>488 1560 623 1563</box>
story-body: M. Sarraut has formed a Radical Ministry, and becomes Prime Minister and Foreign Minister. M. Paul Boncour goes to the Ministries of Justice and League of Nations. M. Sarraut announced that the party conference was not changing its foreign policy. "We want no two or three power conferences with Germany, but intend to follow the path at Geneva." M. Sarraut added that he proposed to decrease, not increase, taxation, believing the more business and more revenue would result. The meeting enthusiastically endorsed the policy. <box>326 204 473 389</box>
story-divider <box>176 1356 311 1359</box>
